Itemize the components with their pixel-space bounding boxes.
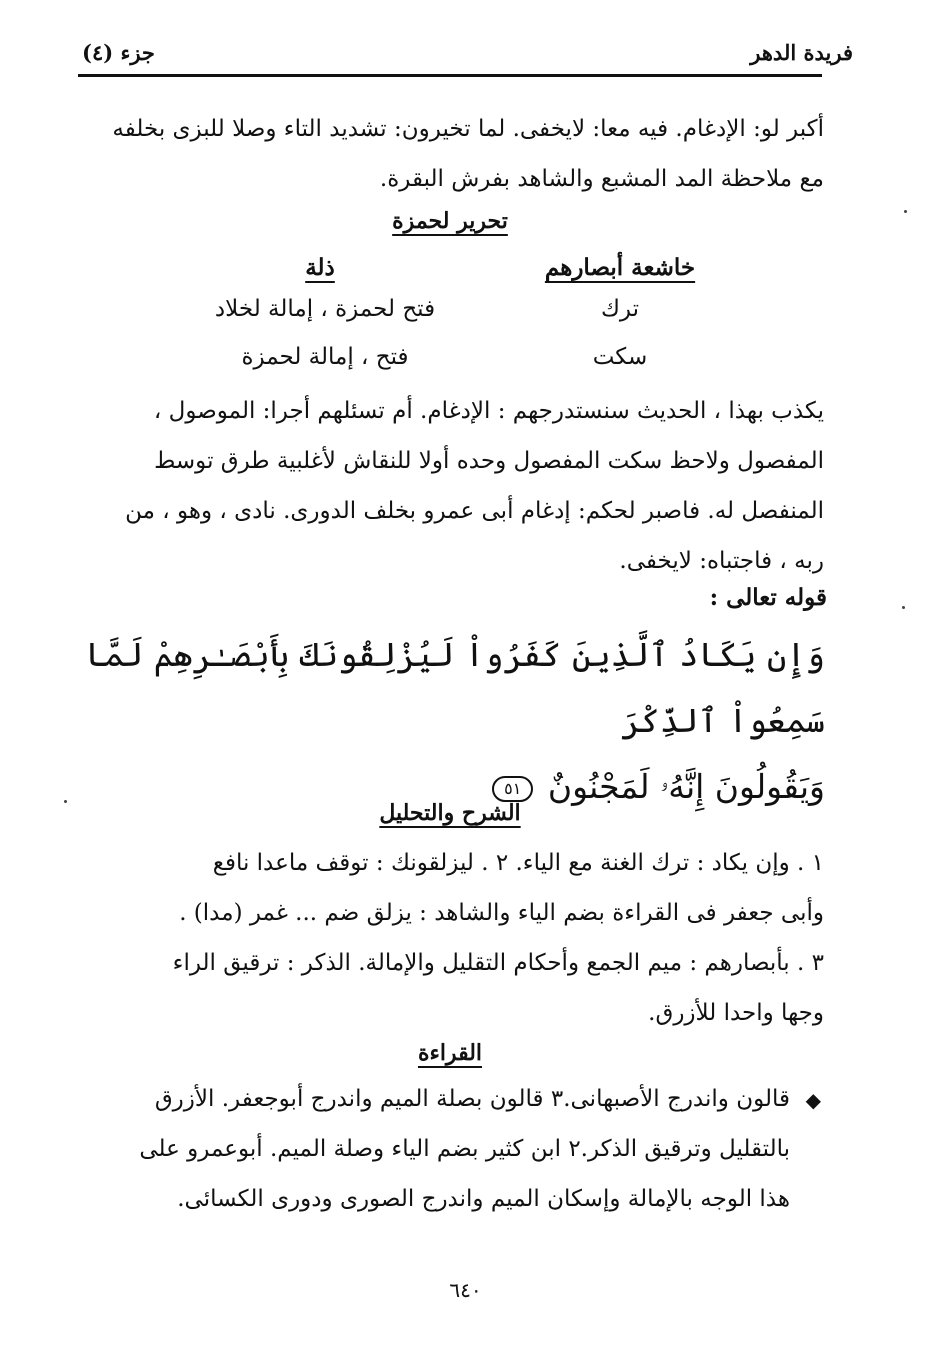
verse-label: قوله تعالى :: [709, 584, 827, 611]
tahrir-col1-header: [520, 254, 720, 281]
diamond-bullet-icon: ◆: [805, 1088, 821, 1112]
tahrir-col2-header: [250, 254, 390, 281]
sharh-line-2: وأبى جعفر فى القراءة بضم الياء والشاهد : يزلق ضم ... غمر (مدا) .: [179, 900, 824, 926]
intro-line-1: أكبر لو: الإدغام. فيه معا: لايخفى. لما تخيرون: تشديد التاء وصلا للبزى بخلفه: [112, 116, 824, 142]
sharh-heading: الشرح والتحليل: [379, 800, 521, 826]
p2-line-2: المفصول ولاحظ سكت المفصول وحده أولا للنقاش لأغلبية طرق توسط: [154, 448, 824, 474]
verse-line-2-text: وَيَقُولُونَ إِنَّهُۥ لَمَجْنُونٌ: [547, 767, 825, 806]
tahrir-heading-wrap: [0, 208, 900, 234]
sharh-line-1: ١ . وإن يكاد : ترك الغنة مع الياء. ٢ . ليزلقونك : توقف ماعدا نافع: [212, 850, 824, 876]
qiraa-line-3: هذا الوجه بالإمالة وإسكان الميم واندرج الصورى ودورى الكسائى.: [177, 1186, 790, 1212]
page-number: ٦٤٠: [449, 1278, 482, 1302]
tahrir-row2-col2: فتح ، إمالة لحمزة: [241, 344, 409, 370]
part-number: جزء (٤): [82, 40, 155, 65]
qiraa-line-1: قالون واندرج الأصبهانى.٣ قالون بصلة الميم واندرج أبوجعفر. الأزرق: [154, 1086, 790, 1112]
book-title: فريدة الدهر: [750, 40, 853, 65]
tahrir-row2-col1: سكت: [592, 344, 648, 370]
qiraa-paragraph: [76, 1074, 790, 1224]
qiraa-heading: القراءة: [417, 1040, 483, 1066]
header-rule: [78, 74, 822, 77]
qiraa-line-2: بالتقليل وترقيق الذكر.٢ ابن كثير بضم الياء وصلة الميم. أبوعمرو على: [139, 1136, 790, 1162]
quran-verse: [85, 622, 825, 820]
sharh-heading-wrap: [0, 800, 900, 826]
qiraa-heading-wrap: [0, 1040, 900, 1066]
sharh-paragraph: [76, 838, 824, 1038]
sharh-line-3: ٣ . بأبصارهم : ميم الجمع وأحكام التقليل والإمالة. الذكر : ترقيق الراء: [172, 950, 824, 976]
p2-line-4: ربه ، فاجتباه: لايخفى.: [619, 548, 824, 574]
col1-header-text: خاشعة أبصارهم: [544, 254, 696, 281]
col2-header-text: ذلة: [305, 254, 335, 281]
tahrir-heading: تحرير لحمزة: [392, 208, 508, 234]
scan-speck: [64, 800, 67, 803]
sharh-line-4: وجها واحدا للأزرق.: [648, 1000, 824, 1026]
scan-speck: [902, 606, 905, 609]
verse-line-1: وَإِن يَكَادُ ٱلَّذِينَ كَفَرُواْ لَيُزْلِقُونَكَ بِأَبْصَـٰرِهِمْ لَمَّا سَمِعُواْ ٱلذِّكْرَ: [85, 635, 825, 740]
paragraph-2: [76, 386, 824, 586]
p2-line-1: يكذب بهذا ، الحديث سنستدرجهم : الإدغام. أم تسئلهم أجرا: الموصول ،: [153, 398, 824, 424]
intro-paragraph: [76, 104, 824, 204]
scan-speck: [904, 210, 907, 213]
p2-line-3: المنفصل له. فاصبر لحكم: إدغام أبى عمرو بخلف الدورى. نادى ، وهو ، من: [125, 498, 824, 524]
tahrir-row1-col1: ترك: [600, 296, 640, 322]
intro-line-2: مع ملاحظة المد المشبع والشاهد بفرش البقرة.: [379, 166, 824, 192]
ayah-number-icon: ٥١: [492, 776, 533, 802]
tahrir-row1-col2: فتح لحمزة ، إمالة لخلاد: [214, 296, 436, 322]
